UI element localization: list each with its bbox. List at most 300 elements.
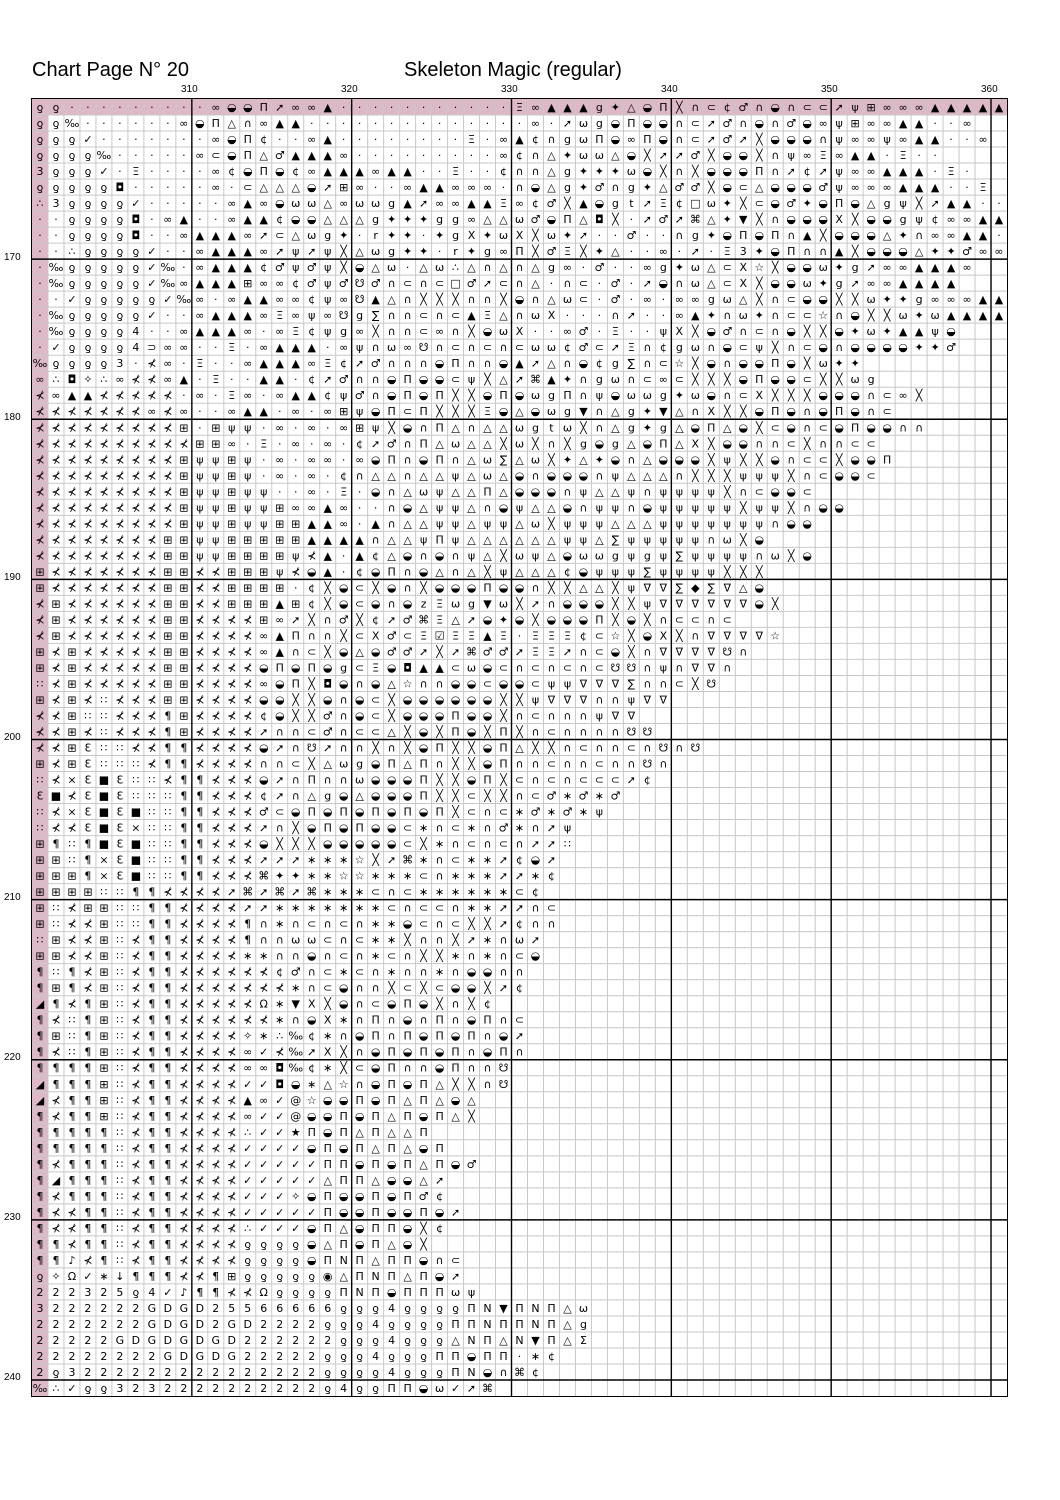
grid-symbol: ✦ — [818, 277, 828, 291]
grid-symbol: ψ — [739, 517, 747, 531]
grid-symbol: ➚ — [307, 245, 317, 259]
grid-symbol: ∩ — [403, 949, 412, 963]
grid-symbol: 2 — [100, 1285, 108, 1299]
grid-symbol: ¶ — [68, 1125, 76, 1139]
column-number: 320 — [341, 84, 358, 95]
grid-symbol: ω — [818, 261, 828, 275]
grid-symbol: ω — [514, 437, 525, 451]
grid-symbol: ∷ — [68, 1029, 76, 1043]
grid-symbol: ◒ — [802, 293, 812, 307]
grid-symbol: ➚ — [275, 773, 285, 787]
grid-symbol: N — [467, 1365, 476, 1379]
grid-symbol: ψ — [499, 517, 508, 531]
grid-symbol: ⊞ — [35, 869, 45, 883]
grid-symbol: @ — [290, 1109, 302, 1123]
grid-symbol: ⊂ — [371, 885, 381, 899]
grid-symbol: ⊀ — [51, 677, 61, 691]
grid-symbol: △ — [579, 581, 588, 595]
grid-symbol: ∗ — [482, 885, 493, 899]
grid-symbol: ⊞ — [339, 405, 349, 419]
row-number: 180 — [4, 412, 21, 423]
grid-symbol: ω — [546, 341, 557, 355]
grid-symbol: g — [563, 133, 571, 147]
grid-symbol: ⊞ — [179, 485, 189, 499]
grid-symbol: ╳ — [340, 629, 347, 643]
grid-symbol: △ — [435, 1093, 444, 1107]
grid-symbol: ∞ — [323, 437, 333, 451]
grid-symbol: ⊀ — [115, 405, 125, 419]
grid-symbol: ⊂ — [594, 629, 605, 643]
grid-symbol: g — [659, 421, 667, 435]
grid-symbol: ◒ — [386, 1189, 397, 1203]
grid-symbol: ➚ — [706, 133, 716, 147]
grid-symbol: ψ — [244, 501, 252, 515]
grid-symbol: ∩ — [355, 981, 364, 995]
row-number: 200 — [4, 732, 21, 743]
grid-symbol: ⊂ — [403, 405, 413, 419]
grid-symbol: · — [134, 101, 138, 115]
grid-symbol: ⊀ — [35, 485, 45, 499]
grid-symbol: · — [214, 405, 218, 419]
grid-symbol: ∩ — [531, 293, 540, 307]
grid-symbol: △ — [595, 533, 604, 547]
grid-symbol: ⊀ — [35, 405, 45, 419]
grid-symbol: ⊀ — [179, 1237, 189, 1251]
grid-symbol: Π — [211, 117, 220, 131]
grid-symbol: ⊞ — [227, 501, 237, 515]
grid-symbol: ∩ — [835, 437, 844, 451]
grid-symbol: ∩ — [627, 501, 636, 515]
grid-symbol: ∩ — [675, 277, 684, 291]
grid-symbol: ╳ — [883, 309, 891, 323]
grid-symbol: ▲ — [994, 213, 1004, 227]
grid-symbol: ⊂ — [307, 725, 317, 739]
grid-symbol: ∞ — [866, 117, 876, 131]
grid-symbol: Π — [371, 805, 380, 819]
grid-symbol: G — [179, 1301, 189, 1315]
grid-symbol: △ — [483, 437, 492, 451]
grid-symbol: ∩ — [451, 901, 460, 915]
grid-symbol: Π — [659, 437, 668, 451]
grid-symbol: ψ — [675, 517, 683, 531]
grid-symbol: ∞ — [259, 245, 269, 259]
grid-symbol: ∩ — [579, 661, 588, 675]
grid-symbol: ¶ — [164, 1237, 172, 1251]
grid-symbol: ◒ — [834, 501, 844, 515]
grid-symbol: · — [629, 245, 634, 259]
grid-symbol: ¶ — [100, 1125, 108, 1139]
grid-symbol: ◒ — [450, 981, 461, 995]
grid-symbol: ◒ — [642, 501, 653, 515]
grid-symbol: ◒ — [354, 1029, 365, 1043]
grid-symbol: · — [102, 101, 106, 115]
grid-symbol: ◒ — [370, 773, 381, 787]
grid-symbol: 2 — [36, 1317, 44, 1331]
grid-symbol: ∞ — [307, 101, 317, 115]
grid-symbol: △ — [627, 517, 636, 531]
grid-symbol: ⊀ — [243, 629, 253, 643]
grid-symbol: ¶ — [36, 1029, 44, 1043]
grid-symbol: ∞ — [275, 613, 285, 627]
grid-symbol: ⊀ — [51, 1205, 61, 1219]
grid-symbol: · — [917, 149, 921, 163]
grid-symbol: ∩ — [291, 741, 300, 755]
grid-symbol: ⊀ — [195, 901, 205, 915]
grid-symbol: △ — [659, 469, 668, 483]
grid-symbol: ⊂ — [371, 725, 381, 739]
grid-symbol: ƍ — [420, 1365, 427, 1379]
grid-symbol: △ — [419, 1173, 428, 1187]
grid-symbol: ∩ — [275, 757, 284, 771]
grid-symbol: · — [341, 117, 346, 131]
grid-symbol: ∗ — [434, 965, 445, 979]
grid-symbol: ∷ — [164, 789, 172, 803]
grid-symbol: ◒ — [514, 485, 525, 499]
grid-symbol: D — [131, 1333, 141, 1347]
grid-symbol: ⊀ — [227, 645, 237, 659]
grid-symbol: ∇ — [611, 677, 620, 691]
grid-symbol: ∩ — [899, 421, 908, 435]
grid-symbol: ⊀ — [131, 437, 141, 451]
grid-symbol: ƍ — [116, 277, 124, 291]
grid-symbol: ▲ — [211, 325, 221, 339]
grid-symbol: ƍ — [52, 1365, 60, 1379]
grid-symbol: · — [166, 309, 170, 323]
grid-symbol: △ — [467, 437, 476, 451]
grid-symbol: G — [147, 1301, 157, 1315]
grid-symbol: ⊀ — [67, 917, 77, 931]
grid-symbol: ⊀ — [195, 917, 205, 931]
grid-symbol: ∩ — [515, 789, 524, 803]
grid-symbol: ◒ — [466, 1013, 477, 1027]
grid-symbol: ∷ — [116, 1237, 124, 1251]
grid-symbol: ∩ — [739, 325, 748, 339]
grid-symbol: ➚ — [530, 837, 541, 851]
grid-symbol: ◘ — [131, 229, 141, 243]
grid-symbol: ♂ — [562, 805, 573, 819]
grid-symbol: Π — [371, 1157, 380, 1171]
grid-symbol: Π — [419, 773, 428, 787]
grid-symbol: ⊀ — [179, 1013, 189, 1027]
grid-symbol: ⊞ — [99, 917, 109, 931]
grid-symbol: · — [230, 181, 234, 195]
grid-symbol: ∞ — [275, 389, 285, 403]
grid-symbol: ψ — [595, 389, 604, 403]
grid-symbol: ∞ — [355, 453, 365, 467]
grid-symbol: ◒ — [450, 1029, 461, 1043]
grid-symbol: ◒ — [482, 709, 493, 723]
grid-symbol: ⊞ — [99, 1061, 109, 1075]
grid-symbol: ¶ — [164, 741, 172, 755]
grid-symbol: ¶ — [180, 773, 188, 787]
grid-symbol: ⊀ — [67, 1237, 77, 1251]
grid-symbol: ◒ — [802, 261, 812, 275]
grid-symbol: ╳ — [660, 165, 667, 179]
grid-symbol: ∩ — [531, 901, 540, 915]
grid-symbol: ⊂ — [450, 853, 461, 867]
grid-symbol: ✓ — [163, 1285, 173, 1299]
grid-symbol: ✦ — [642, 405, 652, 419]
grid-symbol: ▲ — [291, 357, 300, 371]
grid-symbol: ⊀ — [131, 1141, 141, 1155]
grid-symbol: ⊞ — [227, 453, 237, 467]
grid-symbol: Π — [339, 1125, 348, 1139]
grid-symbol: 2 — [100, 1333, 108, 1347]
grid-symbol: ╳ — [516, 693, 523, 707]
grid-symbol: ∩ — [611, 725, 620, 739]
grid-symbol: ╳ — [707, 149, 715, 163]
grid-symbol: ♂ — [498, 821, 509, 835]
grid-symbol: Π — [435, 805, 444, 819]
grid-symbol: ∩ — [451, 965, 460, 979]
grid-symbol: ∷ — [116, 1013, 124, 1027]
grid-symbol: ∑ — [675, 581, 684, 595]
grid-symbol: ▼ — [579, 405, 588, 419]
grid-symbol: △ — [611, 421, 620, 435]
grid-symbol: △ — [323, 1173, 332, 1187]
grid-symbol: ■ — [98, 773, 110, 787]
grid-symbol: ∩ — [483, 501, 492, 515]
grid-symbol: ψ — [627, 549, 636, 563]
grid-symbol: ψ — [435, 501, 444, 515]
grid-symbol: ∞ — [946, 229, 956, 243]
grid-symbol: ⊀ — [131, 597, 141, 611]
grid-symbol: ♂ — [418, 1189, 429, 1203]
grid-symbol: ◒ — [418, 373, 429, 387]
grid-symbol: ω — [722, 293, 732, 307]
grid-symbol: ➚ — [546, 853, 557, 867]
grid-symbol: ⊀ — [227, 997, 237, 1011]
grid-symbol: ➚ — [498, 869, 509, 883]
grid-symbol: ⊀ — [115, 725, 125, 739]
grid-symbol: ➚ — [546, 821, 557, 835]
grid-symbol: ∞ — [850, 181, 860, 195]
grid-symbol: ◒ — [354, 693, 365, 707]
grid-symbol: ◒ — [370, 821, 381, 835]
grid-symbol: G — [147, 1333, 157, 1347]
grid-symbol: ∩ — [611, 309, 620, 323]
grid-symbol: ◒ — [466, 1349, 477, 1363]
grid-symbol: ∩ — [387, 1029, 396, 1043]
grid-symbol: ⊀ — [195, 1141, 205, 1155]
grid-symbol: ¢ — [531, 133, 539, 147]
grid-symbol: ∗ — [418, 821, 429, 835]
grid-symbol: Π — [323, 1253, 332, 1267]
grid-symbol: ⊀ — [83, 437, 93, 451]
grid-symbol: △ — [499, 373, 508, 387]
grid-symbol: △ — [307, 789, 316, 803]
grid-symbol: ♂ — [722, 325, 733, 339]
grid-symbol: X — [675, 325, 684, 339]
grid-symbol: ◒ — [722, 181, 733, 195]
grid-symbol: ⊀ — [35, 517, 45, 531]
grid-symbol: ▲ — [515, 133, 524, 147]
grid-symbol: ⊂ — [738, 341, 748, 355]
grid-symbol: ψ — [324, 293, 332, 307]
symbol-grid-canvas — [32, 99, 1007, 1396]
grid-symbol: ¶ — [164, 1061, 172, 1075]
grid-symbol: ∞ — [898, 133, 908, 147]
grid-symbol: ◒ — [466, 677, 477, 691]
grid-symbol: ψ — [723, 517, 731, 531]
grid-symbol: ∩ — [403, 453, 412, 467]
grid-symbol: ◒ — [562, 469, 573, 483]
grid-symbol: ☋ — [690, 741, 701, 755]
grid-symbol: ∩ — [835, 341, 844, 355]
grid-symbol: ¶ — [100, 1237, 108, 1251]
grid-symbol: △ — [515, 517, 524, 531]
grid-symbol: ⊞ — [163, 693, 173, 707]
grid-symbol: ∩ — [419, 421, 428, 435]
grid-symbol: ω — [706, 197, 716, 211]
grid-symbol: ‰ — [48, 277, 64, 291]
grid-symbol: ◒ — [418, 725, 429, 739]
grid-symbol: ╳ — [388, 693, 395, 707]
grid-symbol: ƍ — [84, 197, 92, 211]
grid-symbol: ╳ — [628, 597, 635, 611]
grid-symbol: △ — [387, 1237, 396, 1251]
grid-symbol: ¶ — [148, 1109, 156, 1123]
grid-symbol: ╳ — [500, 709, 507, 723]
grid-symbol: ∷ — [116, 885, 124, 899]
grid-symbol: ∞ — [403, 181, 413, 195]
grid-symbol: ✓ — [291, 1205, 301, 1219]
grid-symbol: ⊀ — [163, 405, 173, 419]
grid-symbol: ☋ — [354, 293, 365, 307]
grid-symbol: Ξ — [547, 645, 555, 659]
grid-symbol: ∩ — [435, 341, 444, 355]
grid-symbol: ∩ — [435, 677, 444, 691]
grid-symbol: ∞ — [307, 453, 317, 467]
grid-symbol: △ — [563, 1317, 572, 1331]
grid-symbol: ✦ — [594, 453, 605, 467]
grid-symbol: ψ — [244, 469, 252, 483]
grid-symbol: ¶ — [52, 997, 60, 1011]
grid-symbol: ⊀ — [227, 1141, 237, 1155]
grid-symbol: ◒ — [514, 613, 525, 627]
grid-symbol: ⊀ — [51, 533, 61, 547]
grid-symbol: ➚ — [658, 149, 668, 163]
grid-symbol: · — [405, 149, 410, 163]
grid-symbol: ⌘ — [529, 373, 541, 387]
grid-symbol: ƍ — [52, 357, 60, 371]
grid-symbol: ▲ — [243, 245, 253, 259]
grid-symbol: Π — [755, 373, 764, 387]
grid-symbol: Ɛ — [116, 773, 124, 787]
grid-symbol: ✦ — [387, 213, 397, 227]
grid-symbol: ⊀ — [35, 437, 45, 451]
grid-symbol: ∗ — [339, 1013, 349, 1027]
grid-symbol: ∩ — [403, 469, 412, 483]
grid-symbol: ∩ — [355, 997, 364, 1011]
grid-symbol: ¶ — [148, 1173, 156, 1187]
grid-symbol: Π — [435, 1285, 444, 1299]
grid-symbol: ◒ — [482, 693, 493, 707]
grid-symbol: ∩ — [675, 229, 684, 243]
grid-symbol: ∴ — [276, 1029, 284, 1043]
grid-symbol: △ — [547, 293, 556, 307]
grid-symbol: △ — [323, 1237, 332, 1251]
grid-symbol: X — [547, 309, 556, 323]
grid-symbol: ✦ — [930, 341, 940, 355]
grid-symbol: ¶ — [84, 997, 92, 1011]
grid-symbol: 2 — [228, 1381, 236, 1395]
grid-symbol: ♂ — [674, 181, 685, 195]
grid-symbol: ¢ — [547, 869, 555, 883]
grid-symbol: ▲ — [291, 341, 300, 355]
grid-symbol: ⊀ — [83, 645, 93, 659]
grid-symbol: ω — [546, 405, 557, 419]
grid-symbol: ✧ — [243, 1029, 253, 1043]
grid-symbol: ∇ — [643, 581, 652, 595]
grid-symbol: ψ — [260, 501, 268, 515]
grid-symbol: ¶ — [68, 1093, 76, 1107]
grid-symbol: ¶ — [84, 1173, 92, 1187]
grid-symbol: △ — [866, 197, 876, 211]
grid-symbol: ∩ — [371, 389, 380, 403]
grid-symbol: ⊀ — [211, 741, 221, 755]
grid-symbol: ¢ — [803, 165, 811, 179]
grid-symbol: ⊞ — [35, 901, 45, 915]
grid-symbol: ♂ — [322, 725, 333, 739]
grid-symbol: g — [372, 213, 380, 227]
grid-symbol: ♂ — [338, 613, 349, 627]
grid-symbol: ╳ — [468, 741, 475, 755]
grid-symbol: ▲ — [834, 245, 844, 259]
grid-symbol: ∗ — [275, 901, 285, 915]
grid-symbol: ω — [434, 261, 445, 275]
grid-symbol: △ — [627, 469, 636, 483]
grid-symbol: ∩ — [435, 821, 444, 835]
grid-symbol: ∩ — [755, 437, 764, 451]
grid-symbol: ƍ — [292, 1285, 300, 1299]
grid-symbol: N — [483, 1317, 492, 1331]
grid-symbol: ∩ — [355, 1045, 364, 1059]
grid-symbol: ⊀ — [147, 693, 157, 707]
grid-symbol: ψ — [515, 501, 524, 515]
grid-symbol: ψ — [659, 325, 667, 339]
grid-symbol: ∇ — [563, 693, 572, 707]
grid-symbol: ◒ — [786, 133, 797, 147]
grid-symbol: ƍ — [84, 277, 92, 291]
grid-symbol: ∞ — [179, 325, 189, 339]
grid-symbol: ∷ — [116, 997, 124, 1011]
grid-symbol: ✦ — [642, 181, 652, 195]
grid-symbol: g — [691, 229, 699, 243]
grid-symbol: ⊀ — [211, 1157, 221, 1171]
grid-symbol: g — [851, 261, 859, 275]
grid-symbol: ⊂ — [674, 373, 684, 387]
grid-symbol: Π — [435, 1013, 444, 1027]
grid-symbol: ∞ — [882, 101, 892, 115]
grid-symbol: ✓ — [243, 1205, 253, 1219]
grid-symbol: △ — [675, 405, 684, 419]
grid-symbol: ¶ — [180, 757, 188, 771]
row-number: 210 — [4, 892, 21, 903]
grid-symbol: · — [421, 117, 426, 131]
grid-symbol: ψ — [739, 549, 747, 563]
grid-symbol: ◒ — [338, 645, 349, 659]
grid-symbol: ∗ — [482, 901, 493, 915]
grid-symbol: △ — [499, 469, 508, 483]
grid-symbol: ✓ — [291, 1157, 301, 1171]
grid-symbol: ⊞ — [179, 725, 189, 739]
grid-symbol: ✦ — [882, 293, 892, 307]
grid-symbol: ψ — [260, 517, 268, 531]
grid-symbol: ◒ — [306, 181, 317, 195]
grid-symbol: ⊂ — [403, 821, 413, 835]
grid-symbol: ∞ — [211, 101, 221, 115]
